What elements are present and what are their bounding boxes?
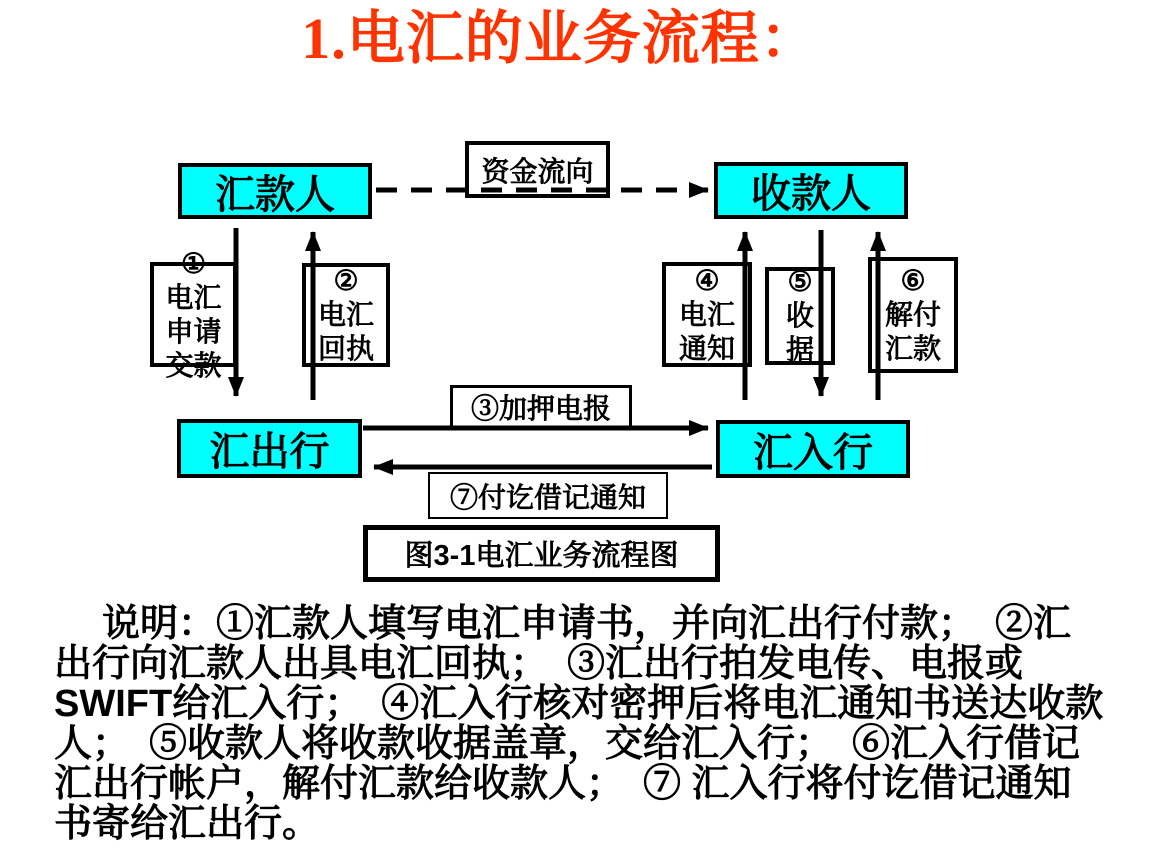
notes-line: 人； ⑤收款人将收款收据盖章，交给汇入行； ⑥汇入行借记 (54, 723, 1081, 765)
step7-label-box: ⑦付讫借记通知 (428, 472, 668, 519)
step1-box (150, 247, 237, 381)
step1-label: ① 电汇 申请 交款 (165, 247, 222, 381)
node-beneficiary-bank: 汇入行 (716, 420, 910, 478)
node-payee: 收款人 (714, 162, 908, 219)
notes-line: 汇出行帐户，解付汇款给收款人； ⑦ 汇入行将付讫借记通知 (54, 763, 1072, 805)
step5-number: ⑤ (787, 266, 813, 297)
step2-label: ② 电汇 回执 (317, 265, 374, 364)
step5-box (765, 267, 835, 365)
notes-line: 出行向汇款人出具电汇回执； ③汇出行拍发电传、电报或 (54, 643, 1024, 685)
notes-line: 书寄给汇出行。 (54, 803, 321, 845)
fund-flow-label-box: 资金流向 (465, 141, 610, 198)
notes-line: 说明：①汇款人填写电汇申请书，并向汇出行付款； ②汇 (102, 603, 1072, 645)
step4-box (662, 262, 752, 367)
notes-line: SWIFT给汇入行； ④汇入行核对密押后将电汇通知书送达收款 (54, 683, 1104, 725)
notes (54, 604, 1122, 844)
step2-number: ② (333, 265, 359, 296)
step4-label: ④ 电汇 通知 (678, 264, 735, 364)
step3-label-box: ③加押电报 (450, 385, 632, 429)
node-remitting-bank: 汇出行 (177, 419, 362, 478)
step6-box (868, 257, 958, 373)
step6-label: ⑥ 解付 汇款 (884, 265, 941, 364)
step1-number: ① (180, 247, 207, 279)
step5-label: ⑤ 收 据 (785, 266, 814, 365)
node-remitter: 汇款人 (178, 163, 372, 219)
step4-number: ④ (694, 264, 720, 296)
step2-box (302, 263, 390, 367)
step6-number: ⑥ (900, 265, 926, 296)
page-title: 1.电汇的业务流程： (301, 6, 819, 71)
figure-caption: 图3-1电汇业务流程图 (363, 525, 720, 582)
